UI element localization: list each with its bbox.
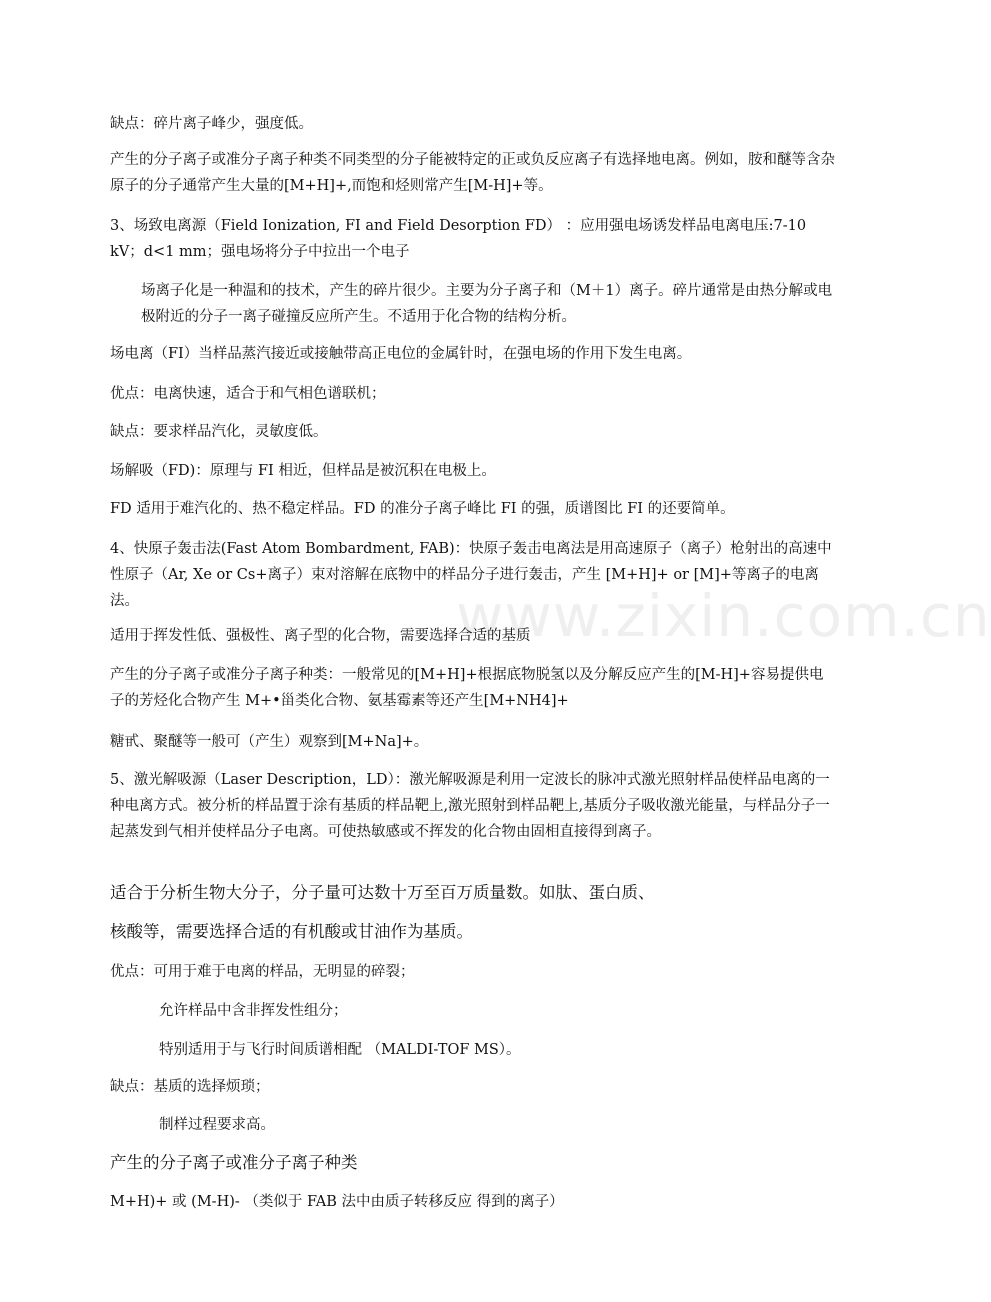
paragraph-fd-usage: FD 适用于难汽化的、热不稳定样品。FD 的准分子离子峰比 FI 的强，质谱图比 FI 的还要简单。: [110, 501, 735, 517]
paragraph-fi-definition: 场电离（FI）当样品蒸汽接近或接触带高正电位的金属针时，在强电场的作用下发生电离。: [110, 346, 692, 362]
paragraph-fi-disadvantage-1: 缺点：碎片离子峰少，强度低。: [110, 116, 313, 132]
paragraph-ion-types-ci: 产生的分子离子或准分子离子种类不同类型的分子能被特定的正或负反应离子有选择地电离。例如，胺和醚等含杂原子的分子通常产生大量的[M+H]+,而饱和烃则常产生[M-H]+等。: [110, 152, 835, 194]
paragraph-ld-disadvantage: 缺点：基质的选择烦琐；: [110, 1079, 270, 1095]
paragraph-ld-disadvantage-2: 制样过程要求高。: [159, 1117, 275, 1133]
watermark: www.zixin.com.cn: [456, 582, 991, 650]
paragraph-fd-definition: 场解吸（FD)：原理与 FI 相近，但样品是被沉积在电极上。: [110, 463, 496, 479]
paragraph-fab-ion-types: 产生的分子离子或准分子离子种类：一般常见的[M+H]+根据底物脱氢以及分解反应产生的[M-H]+容易提供电子的芳烃化合物产生 M+•甾类化合物、氨基霉素等还产生[M+NH4]+: [110, 667, 824, 709]
paragraph-ld-ion-list: M+H)+ 或 (M-H)- （类似于 FAB 法中由质子转移反应 得到的离子）: [110, 1194, 564, 1210]
paragraph-ld-advantage: 优点：可用于难于电离的样品，无明显的碎裂；: [110, 964, 415, 980]
paragraph-field-ionization-desc: 场离子化是一种温和的技术，产生的碎片很少。主要为分子离子和（M＋1）离子。碎片通常是由热分解或电极附近的分子一离子碰撞反应所产生。不适用于化合物的结构分析。: [141, 283, 833, 325]
paragraph-ld-usage-2: 核酸等，需要选择合适的有机酸或甘油作为基质。: [110, 922, 473, 941]
paragraph-fab-usage: 适用于挥发性低、强极性、离子型的化合物，需要选择合适的基质: [110, 628, 531, 644]
heading-ld-ion-types: 产生的分子离子或准分子离子种类: [110, 1153, 358, 1172]
paragraph-ld-advantage-3: 特别适用于与飞行时间质谱相配 （MALDI-TOF MS）。: [159, 1042, 521, 1058]
paragraph-fi-advantage: 优点：电离快速，适合于和气相色谱联机；: [110, 386, 386, 402]
paragraph-fab-sugar: 糖甙、聚醚等一般可（产生）观察到[M+Na]+。: [110, 734, 429, 750]
paragraph-fi-disadvantage-2: 缺点：要求样品汽化，灵敏度低。: [110, 424, 328, 440]
paragraph-ld-usage-1: 适合于分析生物大分子，分子量可达数十万至百万质量数。如肽、蛋白质、: [110, 883, 655, 902]
heading-field-ionization: 3、场致电离源（Field Ionization, FI and Field Desorption FD） ：应用强电场诱发样品电离电压:7-10 kV；d<1 mm；强电场将分子中拉出一个电子: [110, 218, 807, 260]
paragraph-ld-advantage-2: 允许样品中含非挥发性组分；: [159, 1003, 348, 1019]
heading-laser-desorption: 5、激光解吸源（Laser Description，LD）：激光解吸源是利用一定波长的脉冲式激光照射样品使样品电离的一种电离方式。被分析的样品置于涂有基质的样品靶上,激光照射到样品靶上,基质分子吸收激光能量，与样品分子一起蒸发到气相并使样品分子电离。可使热敏感或不挥发的化合物由固相直接得到离子。: [110, 772, 830, 840]
heading-fab: 4、快原子轰击法(Fast Atom Bombardment, FAB)：快原子轰击电离法是用高速原子（离子）枪射出的高速中性原子（Ar, Xe or Cs+离子）束对溶解在底物中的样品分子进行轰击，产生 [M+H]+ or [M]+等离子的电离法。: [110, 541, 832, 609]
